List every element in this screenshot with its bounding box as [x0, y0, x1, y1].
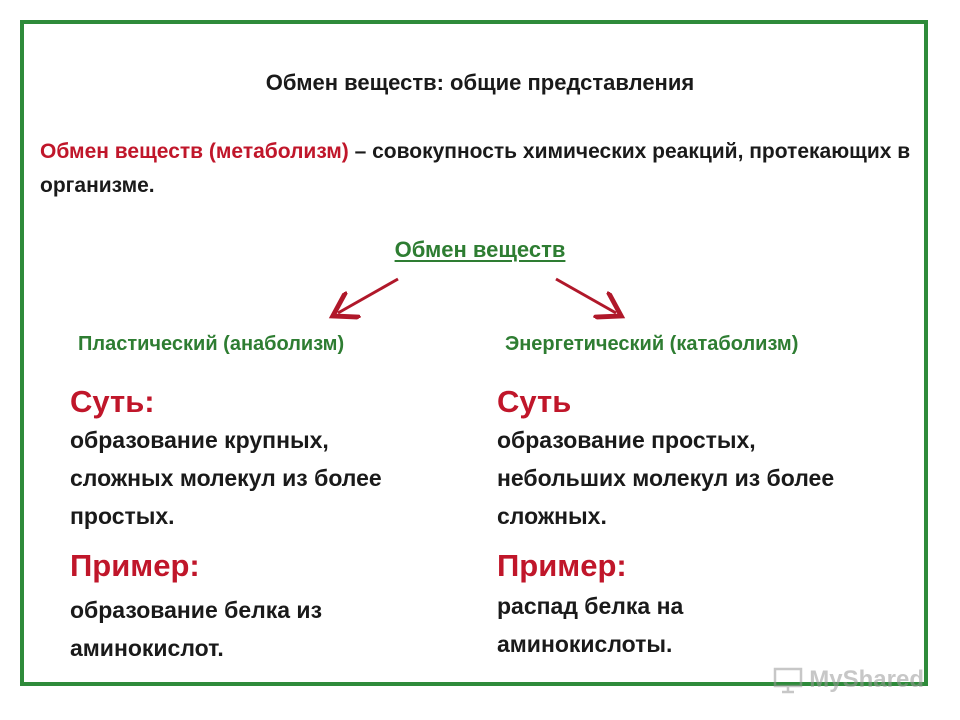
center-heading: [0, 237, 960, 263]
slide-title: Обмен веществ: общие представления: [265, 70, 695, 95]
anabolism-column: [70, 383, 470, 667]
catabolism-essence-text: образование простых, небольших молекул из более сложных.: [497, 427, 835, 529]
watermark-text: MyShared: [809, 666, 924, 693]
center-heading-label: Обмен веществ: [394, 237, 566, 262]
catabolism-essence-heading: Суть: [497, 384, 572, 419]
catabolism-example-heading: Пример:: [497, 548, 627, 583]
presentation-icon: [773, 666, 803, 694]
definition-text: [40, 135, 920, 203]
anabolism-essence-text: образование крупных, сложных молекул из более простых.: [70, 427, 382, 529]
anabolism-essence-heading: Суть:: [70, 384, 155, 419]
watermark: [773, 666, 924, 694]
catabolism-label: Энергетический (катаболизм): [505, 333, 799, 355]
anabolism-label: Пластический (анаболизм): [78, 333, 345, 355]
definition-rest: – совокупность химических реакций, протекающих в организме.: [40, 140, 911, 197]
definition-term: Обмен веществ (метаболизм): [40, 140, 349, 163]
catabolism-example-text: распад белка на аминокислоты.: [497, 593, 684, 657]
anabolism-example-heading: Пример:: [70, 548, 200, 583]
anabolism-example-text: образование белка из аминокислот.: [70, 597, 323, 661]
catabolism-column: [497, 383, 897, 663]
